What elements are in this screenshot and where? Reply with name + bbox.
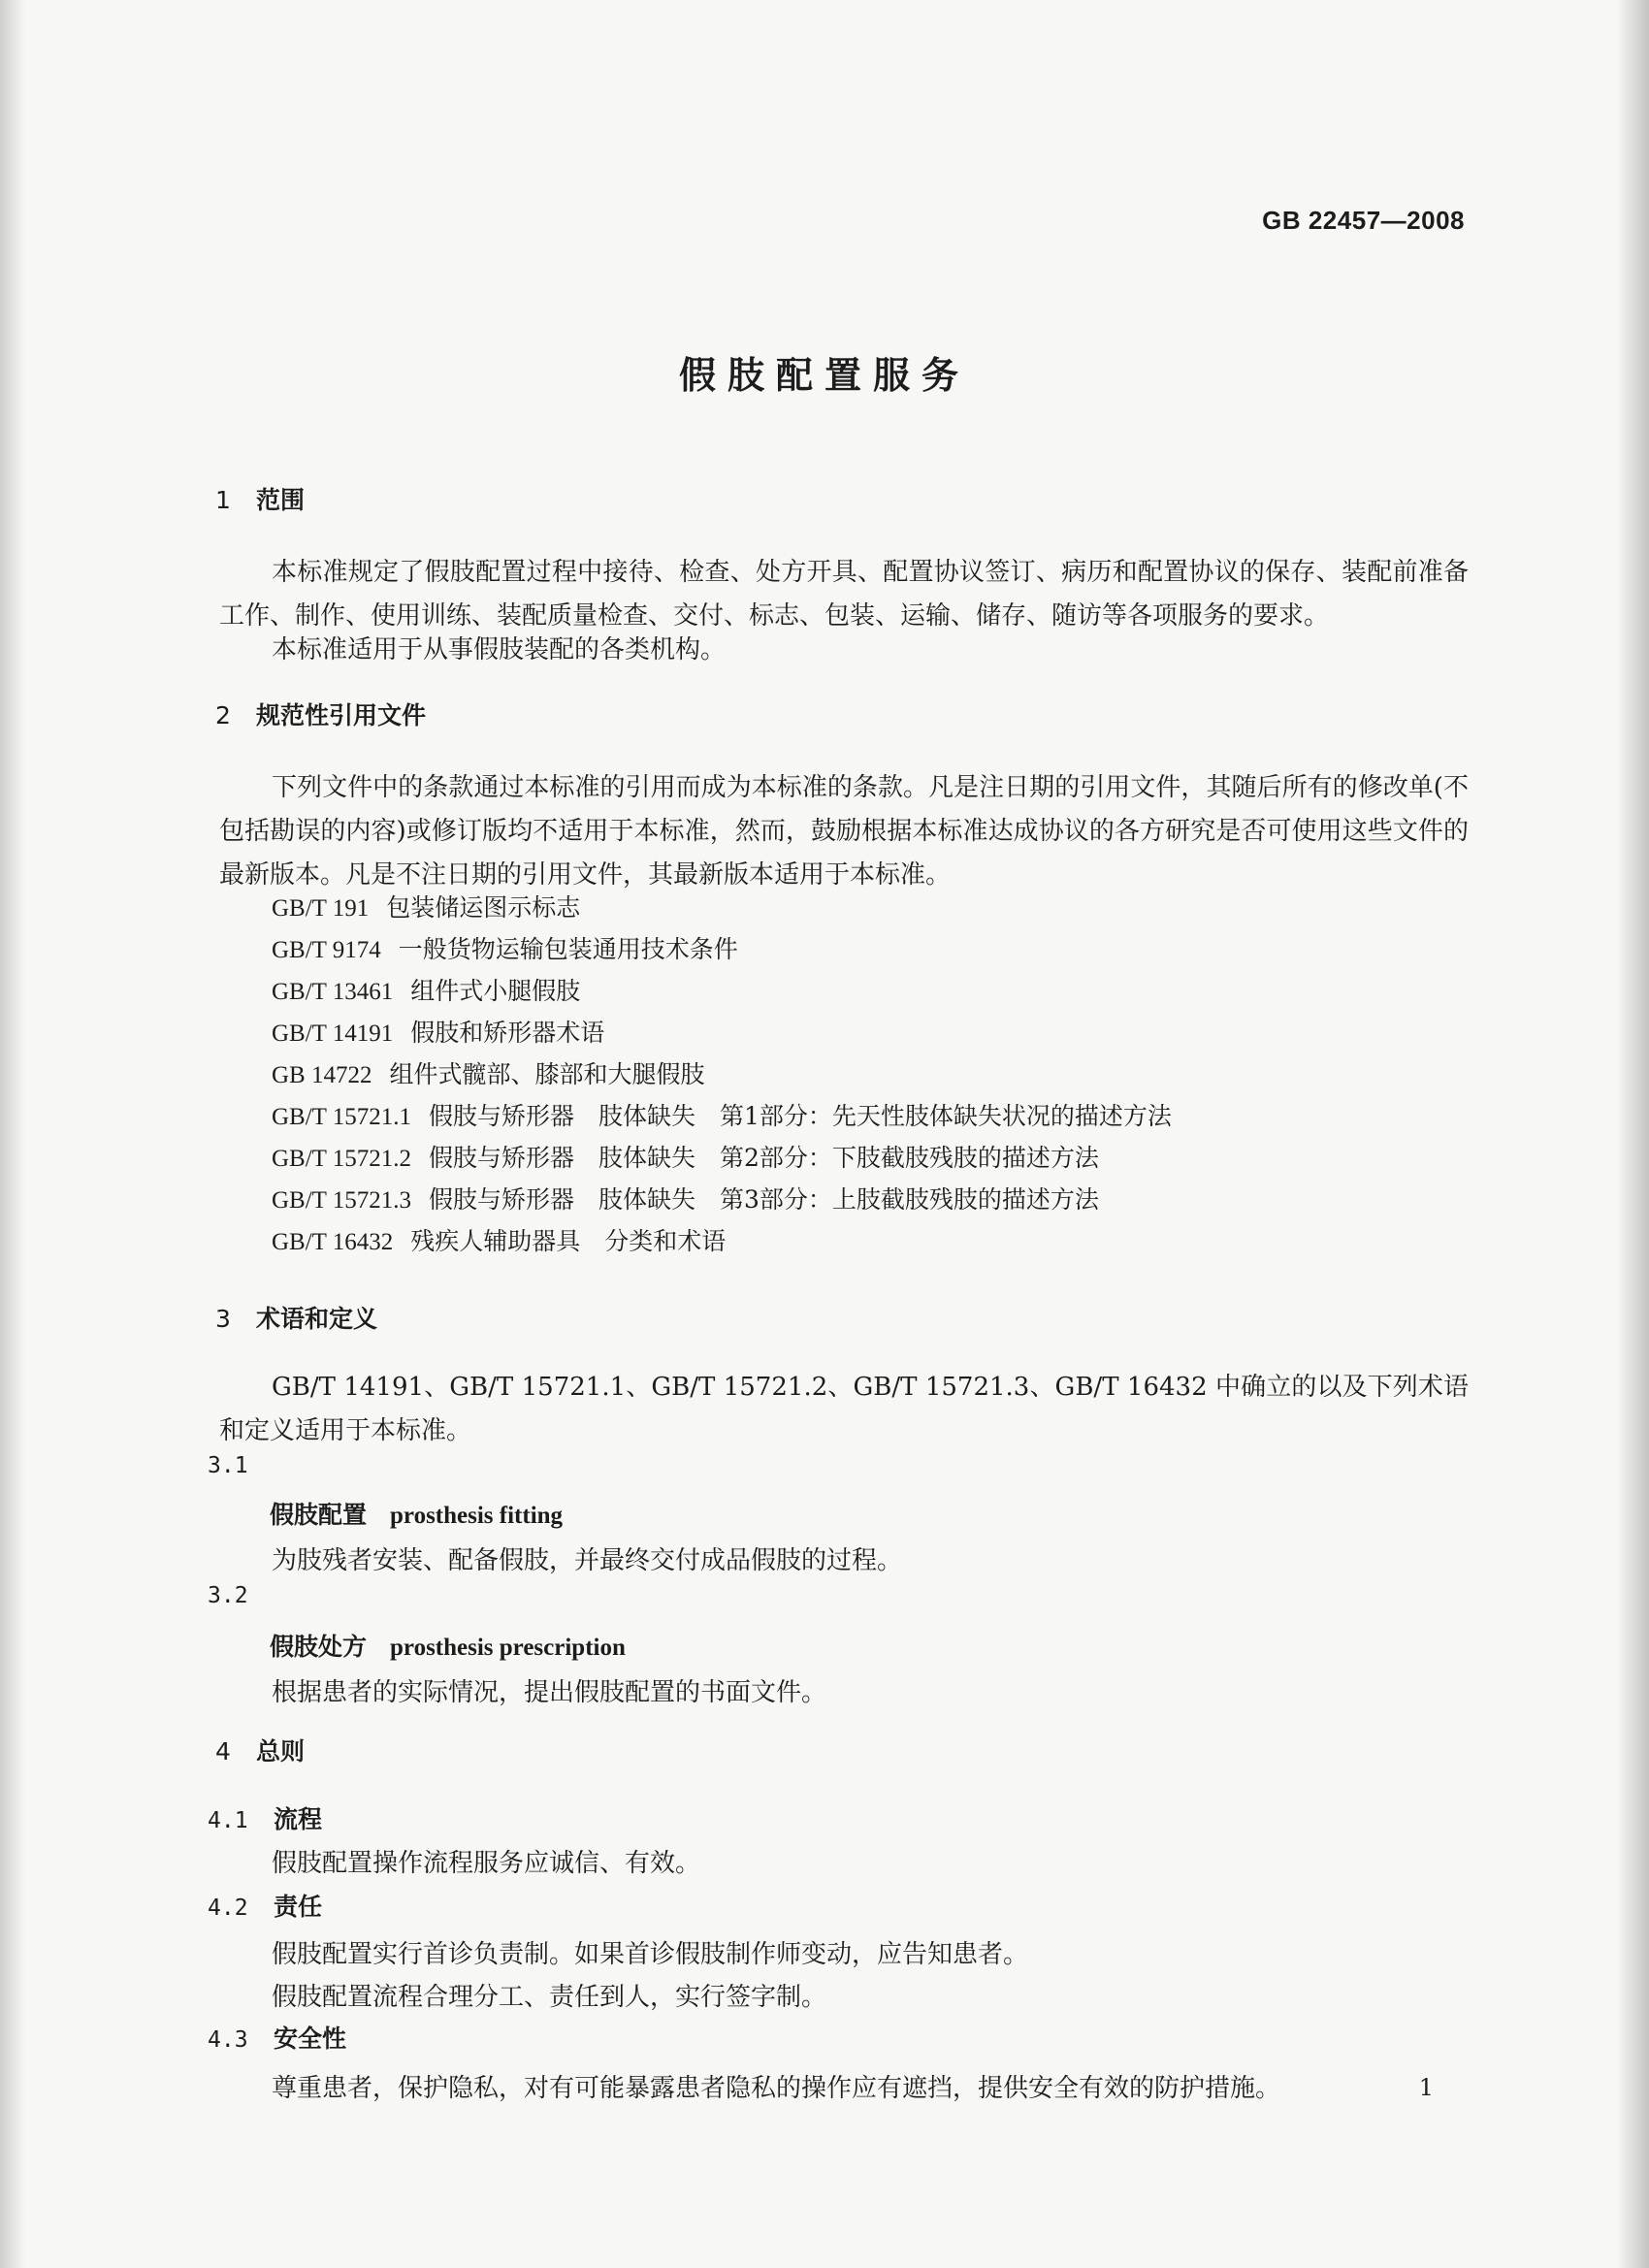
section-title: 范围	[256, 486, 306, 514]
section-number: 2	[215, 701, 231, 729]
term-definition: 根据患者的实际情况，提出假肢配置的书面文件。	[272, 1678, 827, 1707]
clause-text: 假肢配置流程合理分工、责任到人，实行签字制。	[272, 1983, 827, 2012]
page-number: 1	[1418, 2074, 1434, 2101]
clause-4-3-heading: 4.3 安全性	[208, 2025, 347, 2053]
section-3-heading	[215, 1300, 377, 1335]
list-item: GB/T 15721.2 假肢与矫形器 肢体缺失 第2部分：下肢截肢残肢的描述方法	[272, 1144, 1099, 1172]
clause-text: 假肢配置操作流程服务应诚信、有效。	[272, 1849, 701, 1878]
term-en: prosthesis fitting	[390, 1503, 564, 1529]
section-2-intro: 下列文件中的条款通过本标准的引用而成为本标准的条款。凡是注日期的引用文件，其随后所有的修改单(不包括勘误的内容)或修订版均不适用于本标准，然而，鼓励根据本标准达成协议的各方研究是否可使用这些文件的最新版本。凡是不注日期的引用文件，其最新版本适用于本标准。	[219, 773, 1469, 890]
term-zh: 假肢配置	[270, 1501, 368, 1529]
clause-text: 假肢配置实行首诊负责制。如果首诊假肢制作师变动，应告知患者。	[272, 1940, 1029, 1969]
section-title: 总则	[256, 1737, 306, 1766]
page-title: 假肢配置服务	[678, 354, 970, 397]
term-number: 3.2	[208, 1583, 248, 1608]
list-item: GB/T 13461 组件式小腿假肢	[272, 977, 581, 1005]
list-item: GB 14722 组件式髋部、膝部和大腿假肢	[272, 1060, 705, 1088]
section-title: 规范性引用文件	[256, 701, 427, 729]
section-1-paragraph-2: 本标准适用于从事假肢装配的各类机构。	[272, 635, 727, 664]
section-4-heading	[215, 1733, 305, 1767]
term-number: 3.1	[208, 1453, 248, 1478]
term-zh: 假肢处方	[270, 1633, 368, 1661]
normative-reference-list	[272, 887, 1172, 1262]
clause-4-1-heading: 4.1 流程	[208, 1805, 323, 1833]
section-number: 1	[215, 486, 231, 514]
list-item: GB/T 9174 一般货物运输包装通用技术条件	[272, 935, 738, 963]
term-definition: 为肢残者安装、配备假肢，并最终交付成品假肢的过程。	[272, 1546, 903, 1575]
list-item: GB/T 16432 残疾人辅助器具 分类和术语	[272, 1227, 727, 1255]
list-item: GB/T 15721.1 假肢与矫形器 肢体缺失 第1部分：先天性肢体缺失状况的描述方法	[272, 1102, 1172, 1130]
section-number: 3	[215, 1305, 231, 1333]
clause-text: 尊重患者，保护隐私，对有可能暴露患者隐私的操作应有遮挡，提供安全有效的防护措施。	[272, 2074, 1281, 2103]
section-title: 术语和定义	[256, 1305, 378, 1333]
term-heading	[270, 1496, 563, 1531]
term-en: prosthesis prescription	[390, 1635, 626, 1661]
term-heading	[270, 1628, 626, 1663]
section-number: 4	[215, 1737, 231, 1766]
list-item: GB/T 191 包装储运图示标志	[272, 893, 581, 922]
section-1-paragraph-1: 本标准规定了假肢配置过程中接待、检查、处方开具、配置协议签订、病历和配置协议的保存、装配前准备工作、制作、使用训练、装配质量检查、交付、标志、包装、运输、储存、随访等各项服务的要求。	[219, 558, 1469, 631]
standard-code: GB 22457—2008	[1262, 206, 1465, 235]
list-item: GB/T 15721.3 假肢与矫形器 肢体缺失 第3部分：上肢截肢残肢的描述方法	[272, 1185, 1099, 1214]
section-1-heading	[215, 481, 305, 516]
section-3-intro: GB/T 14191、GB/T 15721.1、GB/T 15721.2、GB/T 15721.3、GB/T 16432 中确立的以及下列术语和定义适用于本标准。	[219, 1373, 1469, 1445]
list-item: GB/T 14191 假肢和矫形器术语	[272, 1019, 605, 1047]
clause-4-2-heading: 4.2 责任	[208, 1893, 323, 1921]
section-2-heading	[215, 697, 426, 731]
